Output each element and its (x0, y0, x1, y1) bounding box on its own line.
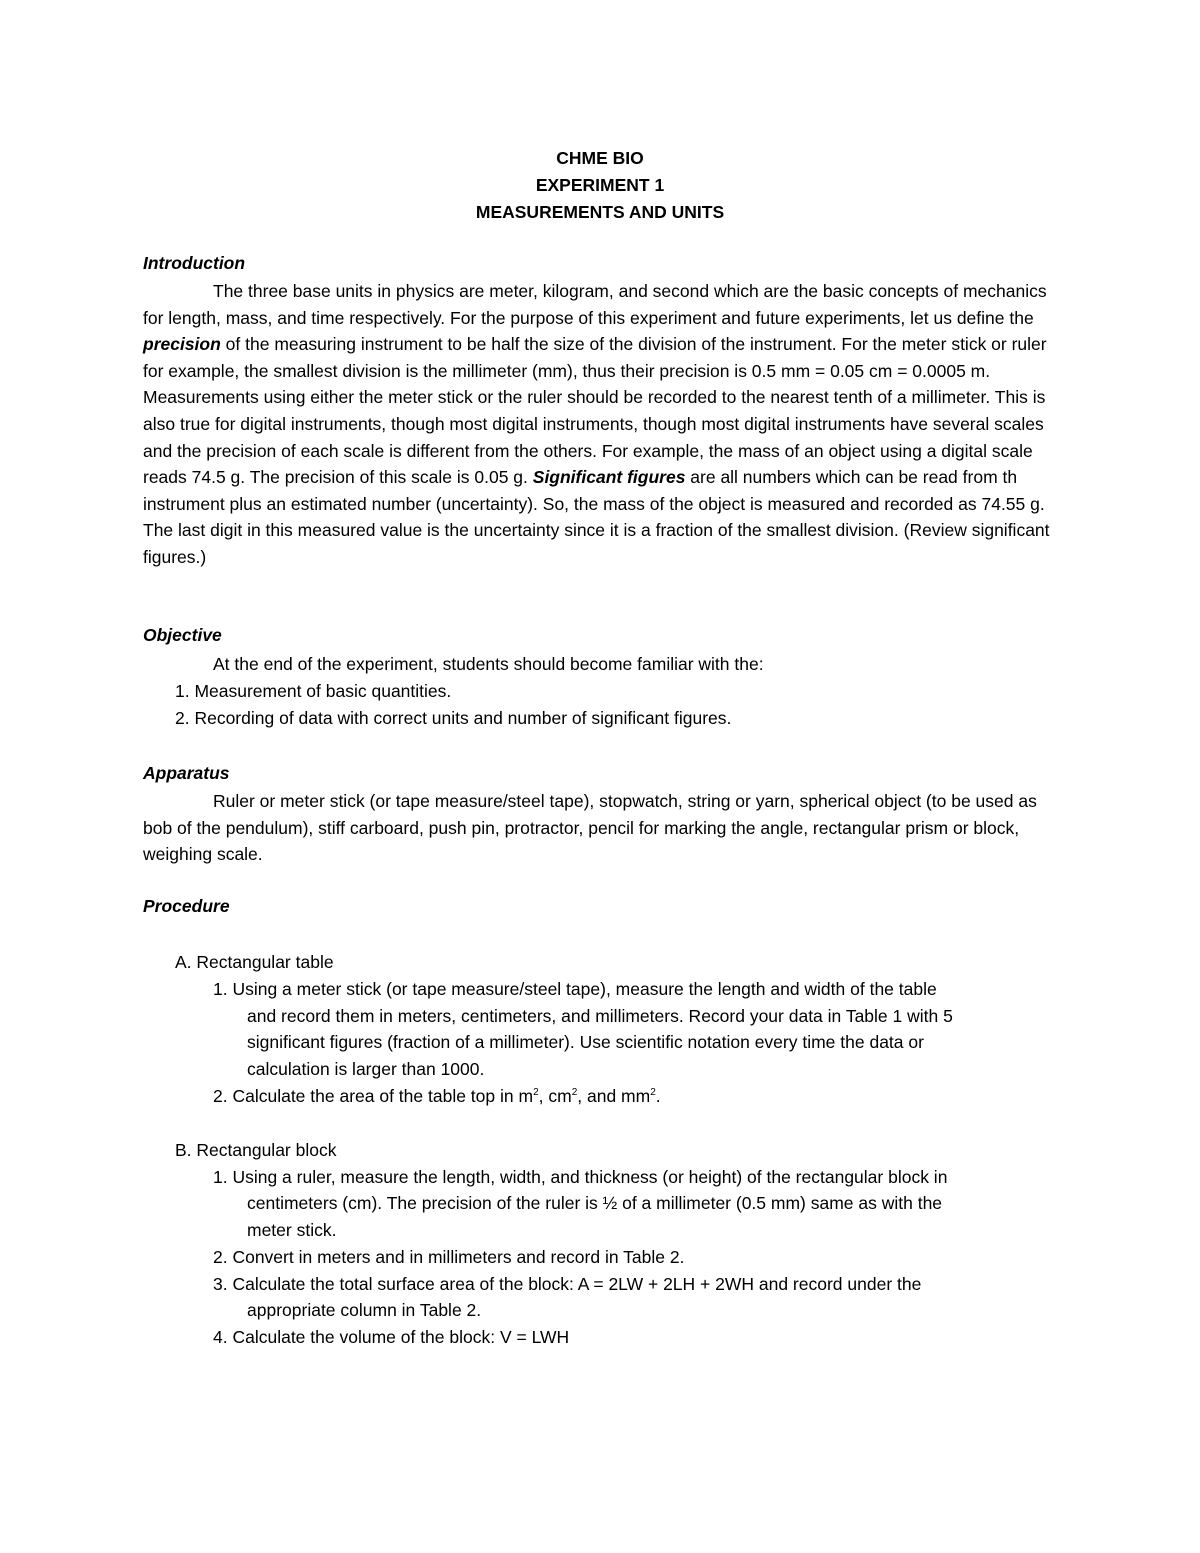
apparatus-paragraph (143, 788, 1063, 868)
section-a-item-2: 2. Calculate the area of the table top in $m^2$, $cm^2$, and $mm^2$. (213, 1086, 661, 1106)
section-b-label: B. Rectangular block (175, 1140, 337, 1160)
intro-text-3: are all numbers which can be read from th instrument plus an estimated number (uncertainty). So, the mass of the object is measured and recorded as 74.55 g. The last digit in this measured value is the uncertainty since it is a fraction of the smallest division. (Review significant figures.) (143, 467, 1050, 567)
precision-term: precision (143, 334, 221, 355)
section-a-item-1-line-1: 1. Using a meter stick (or tape measure/steel tape), measure the length and width of the table (213, 979, 937, 999)
objective-intro: At the end of the experiment, students should become familiar with the: (213, 654, 764, 674)
procedure-heading: Procedure (143, 896, 230, 916)
objective-heading: Objective (143, 625, 222, 645)
section-a-label: A. Rectangular table (175, 952, 334, 972)
section-b-item-4: 4. Calculate the volume of the block: V = LWH (213, 1327, 570, 1347)
section-b-item-1-line-3: meter stick. (247, 1220, 337, 1240)
introduction-paragraph (143, 278, 1063, 571)
section-b-item-1-line-2: centimeters (cm). The precision of the ruler is ½ of a millimeter (0.5 mm) same as with the (247, 1193, 943, 1213)
document-title (0, 145, 1200, 226)
intro-text-1: The three base units in physics are meter, kilogram, and second which are the basic concepts of mechanics for length, mass, and time respectively. For the purpose of this experiment and future experiments, let us define the (143, 281, 1047, 328)
section-b-item-2: 2. Convert in meters and in millimeters and record in Table 2. (213, 1247, 685, 1267)
section-b-item-3-line-2: appropriate column in Table 2. (247, 1300, 482, 1320)
experiment-number: EXPERIMENT 1 (535, 175, 665, 195)
course-title: CHME BIO (556, 148, 644, 168)
objective-item-2: 2. Recording of data with correct units and number of significant figures. (175, 708, 732, 728)
section-a-item-1-line-4: calculation is larger than 1000. (247, 1059, 485, 1079)
experiment-title: MEASUREMENTS AND UNITS (475, 202, 725, 222)
section-b-item-1-line-1: 1. Using a ruler, measure the length, width, and thickness (or height) of the rectangular block in (213, 1167, 948, 1187)
section-a-item-1-line-2: and record them in meters, centimeters, and millimeters. Record your data in Table 1 with 5 (247, 1006, 953, 1026)
section-b-item-3-line-1: 3. Calculate the total surface area of the block: A = 2LW + 2LH + 2WH and record under the (213, 1274, 922, 1294)
section-a-item-1-line-3: significant figures (fraction of a millimeter). Use scientific notation every time the data or (247, 1032, 924, 1052)
significant-figures-term: Significant figures (532, 467, 686, 488)
introduction-heading: Introduction (143, 253, 246, 273)
apparatus-heading: Apparatus (143, 763, 230, 783)
intro-text-2: of the measuring instrument to be half the size of the division of the instrument. For the meter stick or ruler for example, the smallest division is the millimeter (mm), thus their precision is 0.5 mm = 0.05 cm = 0.0005 m. Measurements using either the meter stick or the ruler should be recorded to the nearest tenth of a millimeter. This is also true for digital instruments, though most digital instruments, though most digital instruments have several scales and the precision of each scale is different from the others. For example, the mass of an object using a digital scale reads 74.5 g. The precision of this scale is 0.05 g. (143, 334, 1047, 488)
apparatus-text: Ruler or meter stick (or tape measure/steel tape), stopwatch, string or yarn, spherical object (to be used as bob of the pendulum), stiff carboard, push pin, protractor, pencil for marking the angle, rectangular prism or block, weighing scale. (143, 791, 1037, 865)
objective-item-1: 1. Measurement of basic quantities. (175, 681, 452, 701)
